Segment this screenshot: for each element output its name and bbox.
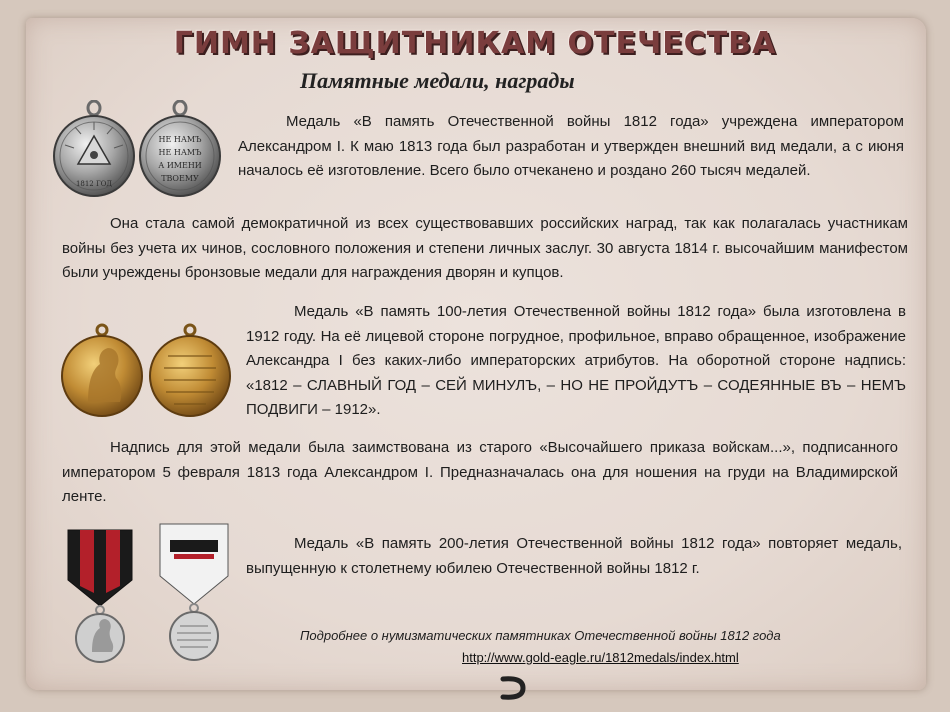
ribbon-medal-2012-image: [60, 520, 240, 665]
source-note: Подробнее о нумизматических памятниках Отечественной войны 1812 года: [300, 628, 781, 643]
bronze-medal-obverse: [62, 325, 142, 416]
silver-medal-obverse: [54, 101, 134, 196]
page-title: ГИМН ЗАЩИТНИКАМ ОТЕЧЕСТВА: [173, 26, 777, 61]
ribbon-medal-right: [160, 524, 228, 660]
paragraph-1912-medal: Медаль «В память 100-летия Отечественной войны 1812 года» была изготовлена в 1912 году. На её лицевой стороне погрудное, профильное, вправо обращенное, изображение Александра I без каких-либо императорских атрибутов. На оборотной стороне надпись: «1812 – СЛАВНЫЙ ГОД – СЕЙ МИНУЛЪ, – НО НЕ ПРОЙДУТЪ – СОДЕЯННЫЕ ВЪ – НЕМЪ ПОДВИГИ – 1912».: [246, 303, 906, 418]
silver-medal-inscription-3: А ИМЕНИ: [158, 161, 202, 170]
page-subtitle: Памятные медали, награды: [300, 68, 575, 93]
silver-medal-inscription-2: НЕ НАМЪ: [158, 148, 202, 157]
silver-medal-inscription-4: ТВОЕМУ: [161, 174, 199, 183]
paragraph-democratic-award: Она стала самой демократичной из всех существовавших российских наград, так как полагалась участникам войны без учета их чинов, сословного положения и степени личных заслуг. 30 августа 1814 г. высочайшим манифестом были учреждены бронзовые медали для награждения дворян и купцов.: [62, 215, 908, 281]
paragraph-1812-medal: Медаль «В память Отечественной войны 1812 года» учреждена императором Александром I. К маю 1813 года был разработан и утвержден внешний вид медали, а с июня началось её изготовление. Всего было отчеканено и роздано 260 тысяч медалей.: [238, 113, 904, 179]
silver-medal-1812-image: [52, 100, 224, 200]
source-link[interactable]: http://www.gold-eagle.ru/1812medals/index.html: [462, 650, 739, 665]
bronze-medal-reverse: [150, 325, 230, 416]
silver-medal-reverse: [140, 101, 220, 196]
return-arrow-icon[interactable]: [497, 674, 531, 702]
ribbon-medal-left: [68, 530, 132, 662]
silver-medal-year-text: 1812 ГОД: [75, 180, 113, 188]
paragraph-inscription-origin: Надпись для этой медали была заимствована из старого «Высочайшего приказа войскам...», подписанного императором 5 февраля 1813 года Александром I. Предназначалась она для ношения на груди на Владимирской ленте.: [62, 439, 898, 505]
silver-medal-inscription-1: НЕ НАМЪ: [158, 135, 202, 144]
bronze-medal-1912-image: [58, 320, 236, 420]
paragraph-2012-medal: Медаль «В память 200-летия Отечественной войны 1812 года» повторяет медаль, выпущенную к столетнему юбилею Отечественной войны 1812 г.: [246, 535, 902, 577]
